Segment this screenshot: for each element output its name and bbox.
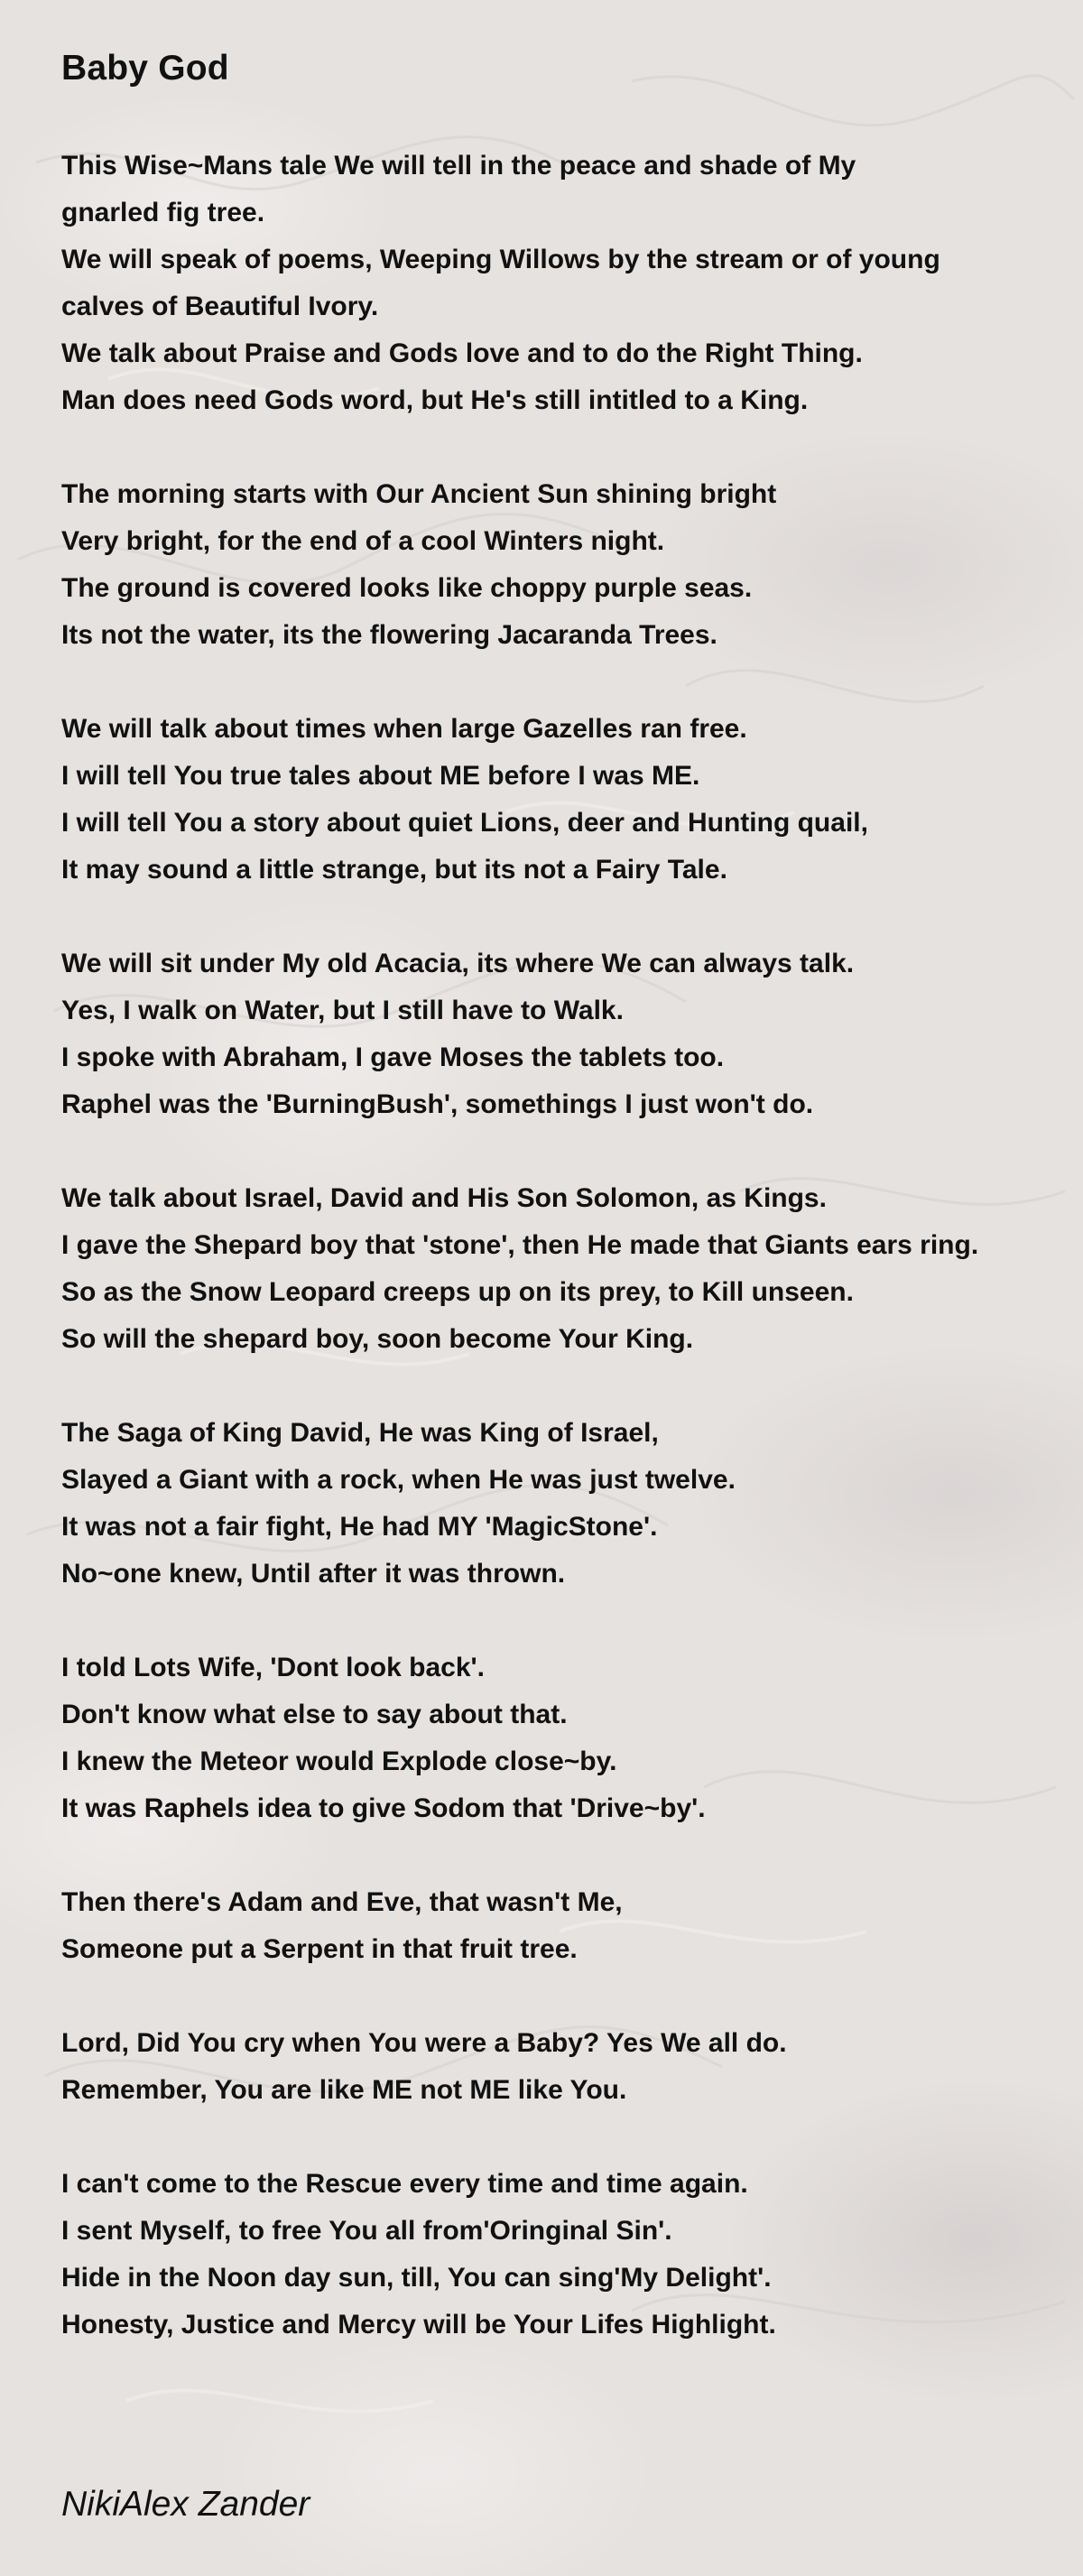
poem-line: The Saga of King David, He was King of Israel,: [61, 1418, 659, 1448]
poem-line: We talk about Israel, David and His Son Solomon, as Kings.: [61, 1183, 827, 1213]
poem-title: Baby God: [61, 49, 229, 88]
poem-stanza: [61, 1645, 1072, 1832]
poem-line: I spoke with Abraham, I gave Moses the tablets too.: [61, 1042, 725, 1072]
poem-line: We talk about Praise and Gods love and to do the Right Thing.: [61, 338, 863, 368]
poem-line: Remember, You are like ME not ME like You.: [61, 2075, 627, 2105]
poem-stanza: [61, 706, 1072, 894]
poem-stanza: [61, 2161, 1072, 2349]
poem-line: Raphel was the 'BurningBush', somethings I just won't do.: [61, 1089, 814, 1119]
poem-line: Yes, I walk on Water, but I still have to Walk.: [61, 996, 624, 1025]
poem: [61, 42, 1072, 2395]
poem-author: NikiAlex Zander: [61, 2485, 310, 2524]
poem-line: So will the shepard boy, soon become Your King.: [61, 1324, 694, 1354]
poem-line: So as the Snow Leopard creeps up on its prey, to Kill unseen.: [61, 1277, 854, 1307]
poem-line: We will speak of poems, Weeping Willows by the stream or of young: [61, 245, 940, 274]
poem-line: The ground is covered looks like choppy purple seas.: [61, 573, 753, 603]
poem-line: I sent Myself, to free You all from'Oringinal Sin'.: [61, 2216, 672, 2246]
poem-line: I knew the Meteor would Explode close~by.: [61, 1747, 617, 1776]
poem-line: Lord, Did You cry when You were a Baby? Yes We all do.: [61, 2028, 787, 2058]
poem-stanza: [61, 1175, 1072, 1363]
poem-line: Honesty, Justice and Mercy will be Your Lifes Highlight.: [61, 2310, 776, 2340]
poem-line: calves of Beautiful Ivory.: [61, 292, 379, 321]
poem-line: gnarled fig tree.: [61, 198, 265, 227]
poem-line: We will sit under My old Acacia, its where We can always talk.: [61, 949, 855, 978]
poem-stanza: [61, 1879, 1072, 1973]
poem-stanza: [61, 143, 1072, 424]
poem-line: Its not the water, its the flowering Jacaranda Trees.: [61, 620, 717, 650]
poem-line: I will tell You a story about quiet Lions, deer and Hunting quail,: [61, 808, 868, 838]
poem-line: Someone put a Serpent in that fruit tree.: [61, 1934, 578, 1964]
poem-line: Man does need Gods word, but He's still intitled to a King.: [61, 385, 809, 415]
poem-line: I can't come to the Rescue every time and time again.: [61, 2169, 748, 2199]
poem-stanza: [61, 471, 1072, 659]
poem-stanza: [61, 2020, 1072, 2114]
poem-body: [61, 143, 1072, 2349]
poem-stanza: [61, 1410, 1072, 1598]
poem-line: We will talk about times when large Gazelles ran free.: [61, 714, 747, 744]
poem-line: I will tell You true tales about ME before I was ME.: [61, 761, 700, 791]
poem-line: Hide in the Noon day sun, till, You can sing'My Delight'.: [61, 2263, 772, 2293]
poem-line: Slayed a Giant with a rock, when He was just twelve.: [61, 1465, 736, 1495]
poem-line: This Wise~Mans tale We will tell in the peace and shade of My: [61, 151, 856, 181]
poem-line: I told Lots Wife, 'Dont look back'.: [61, 1653, 485, 1682]
poem-line: It was Raphels idea to give Sodom that 'Drive~by'.: [61, 1793, 706, 1823]
poem-line: Don't know what else to say about that.: [61, 1700, 568, 1729]
poem-stanza: [61, 941, 1072, 1128]
poem-line: No~one knew, Until after it was thrown.: [61, 1559, 566, 1589]
poem-line: I gave the Shepard boy that 'stone', then He made that Giants ears ring.: [61, 1230, 979, 1260]
poem-line: Then there's Adam and Eve, that wasn't Me,: [61, 1887, 623, 1917]
poem-line: The morning starts with Our Ancient Sun shining bright: [61, 479, 777, 509]
poem-line: Very bright, for the end of a cool Winters night.: [61, 526, 665, 556]
poem-line: It was not a fair fight, He had MY 'MagicStone'.: [61, 1512, 658, 1542]
poem-line: It may sound a little strange, but its not a Fairy Tale.: [61, 855, 727, 885]
